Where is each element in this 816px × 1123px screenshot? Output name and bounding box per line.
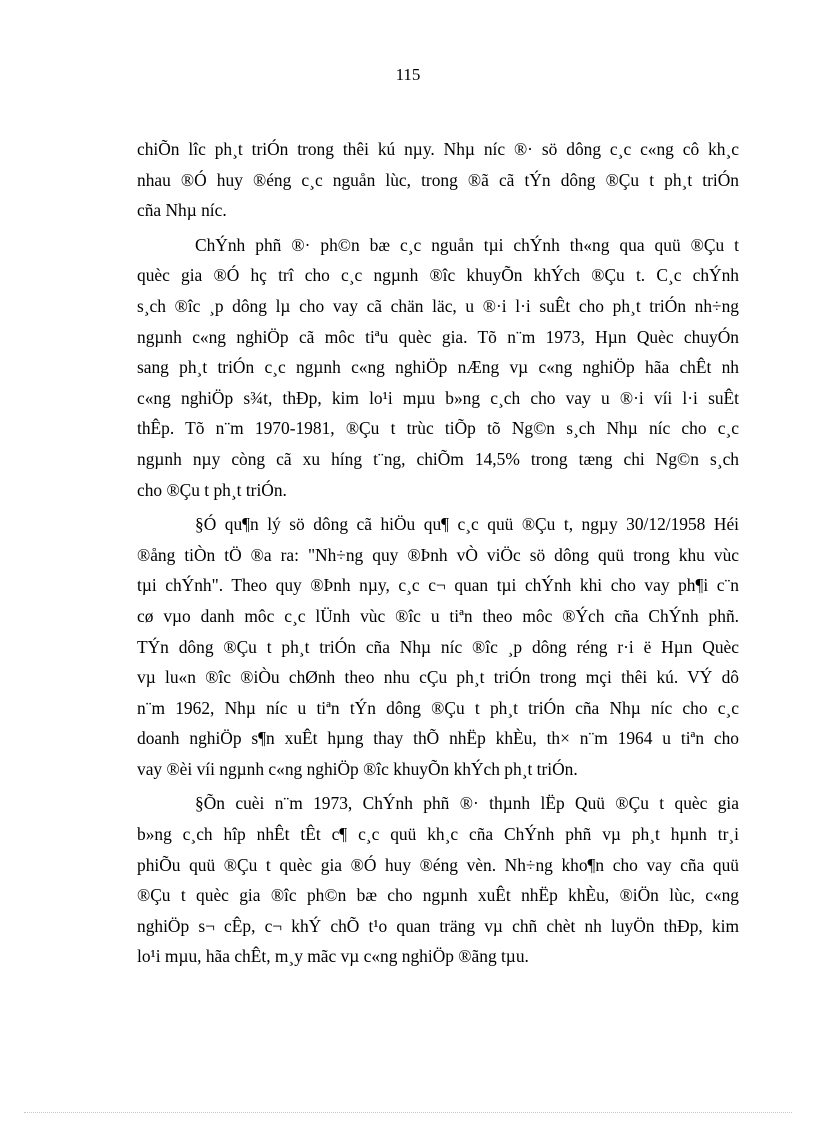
- text-line: n¨m 1962, Nhµ níc u tiªn tÝn dông ®Çu t ph¸t triÓn cña Nhµ níc cho c¸c: [137, 697, 739, 718]
- text-line: tµi chÝnh". Theo quy ®Þnh nµy, c¸c c¬ quan tµi chÝnh khi cho vay ph¶i c¨n: [137, 575, 739, 596]
- text-line: vµ lu«n ®îc ®iÒu chØnh theo nhu cÇu ph¸t triÓn trong mçi thêi kú. VÝ dô: [137, 667, 739, 688]
- text-line: nghiÖp s¬ cÊp, c¬ khÝ chÕ t¹o quan träng vµ chñ chèt nh luyÖn thÐp, kim: [137, 915, 739, 936]
- text-line: c«ng nghiÖp s¾t, thÐp, kim lo¹i mµu b»ng c¸ch cho vay u ®·i víi l·i suÊt: [137, 387, 739, 408]
- text-line: cø vµo danh môc c¸c lÜnh vùc ®îc u tiªn theo môc ®Ých cña ChÝnh phñ.: [137, 605, 739, 626]
- text-line: phiÕu quü ®Çu t quèc gia ®Ó huy ®éng vèn. Nh÷ng kho¶n cho vay cña quü: [137, 854, 739, 875]
- text-line: vay ®èi víi ngµnh c«ng nghiÖp ®îc khuyÕn khÝch ph¸t triÓn.: [137, 758, 578, 779]
- paragraph-2: [137, 230, 739, 505]
- text-line: cña Nhµ níc.: [137, 200, 227, 221]
- text-line: lo¹i mµu, hãa chÊt, m¸y mãc vµ c«ng nghiÖp ®ãng tµu.: [137, 946, 529, 967]
- text-line: ngµnh c«ng nghiÖp cã môc tiªu quèc gia. Tõ n¨m 1973, Hµn Quèc chuyÓn: [137, 326, 739, 347]
- text-line: ChÝnh phñ ®· ph©n bæ c¸c nguån tµi chÝnh th«ng qua quü ®Çu t: [195, 234, 739, 255]
- text-line: s¸ch ®îc ¸p dông lµ cho vay cã chän läc, u ®·i l·i suÊt cho ph¸t triÓn nh÷ng: [137, 295, 739, 316]
- paragraph-4: [137, 788, 739, 972]
- text-line: b»ng c¸ch hîp nhÊt tÊt c¶ c¸c quü kh¸c cña ChÝnh phñ vµ ph¸t hµnh tr¸i: [137, 824, 739, 845]
- text-line: §Õn cuèi n¨m 1973, ChÝnh phñ ®· thµnh lËp Quü ®Çu t quèc gia: [195, 793, 739, 814]
- text-line: doanh nghiÖp s¶n xuÊt hµng thay thÕ nhËp khÈu, th× n¨m 1964 u tiªn cho: [137, 728, 739, 749]
- body-text: [137, 134, 739, 976]
- text-line: ®Çu t quèc gia ®îc ph©n bæ cho ngµnh xuÊt nhËp khÈu, ®iÖn lùc, c«ng: [137, 885, 739, 906]
- text-line: §Ó qu¶n lý sö dông cã hiÖu qu¶ c¸c quü ®Çu t, ngµy 30/12/1958 Héi: [195, 514, 739, 535]
- page-number: 115: [395, 65, 421, 84]
- text-line: sang ph¸t triÓn c¸c ngµnh c«ng nghiÖp nÆng vµ c«ng nghiÖp hãa chÊt nh: [137, 357, 739, 378]
- text-line: chiÕn lîc ph¸t triÓn trong thêi kú nµy. Nhµ níc ®· sö dông c¸c c«ng cô kh¸c: [137, 139, 739, 159]
- text-line: cho ®Çu t ph¸t triÓn.: [137, 479, 287, 500]
- text-line: ngµnh nµy còng cã xu híng t¨ng, chiÕm 14,5% trong tæng chi Ng©n s¸ch: [137, 448, 739, 469]
- text-line: TÝn dông ®Çu t ph¸t triÓn cña Nhµ níc ®îc ¸p dông réng r·i ë Hµn Quèc: [137, 636, 739, 657]
- text-line: thÊp. Tõ n¨m 1970-1981, ®Çu t trùc tiÕp tõ Ng©n s¸ch Nhµ níc cho c¸c: [137, 418, 739, 439]
- text-line: nhau ®Ó huy ®éng c¸c nguån lùc, trong ®ã cã tÝn dông ®Çu t ph¸t triÓn: [137, 169, 739, 190]
- text-line: ®ång tiÒn tÖ ®a ra: "Nh÷ng quy ®Þnh vÒ viÖc sö dông quü trong khu vùc: [137, 544, 739, 565]
- text-line: quèc gia ®Ó hç trî cho c¸c ngµnh ®îc khuyÕn khÝch ®Çu t. C¸c chÝnh: [137, 265, 739, 286]
- paragraph-1: [137, 134, 739, 226]
- page-bottom-divider: [24, 1112, 792, 1113]
- paragraph-3: [137, 509, 739, 784]
